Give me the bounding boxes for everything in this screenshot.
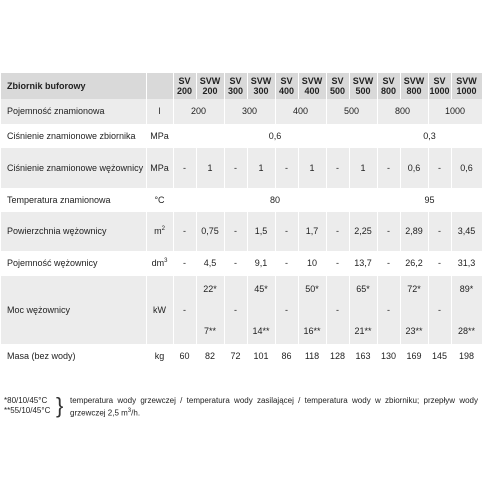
table-cell: -	[275, 148, 298, 188]
power-bottom-value: 28**	[457, 325, 475, 336]
power-bottom-value: 7**	[203, 325, 216, 336]
model-header: SV 300	[224, 73, 247, 99]
table-cell: 118	[298, 344, 326, 369]
table-cell: 145	[428, 344, 451, 369]
table-cell: -	[224, 212, 247, 251]
table-cell: 13,7	[349, 251, 377, 276]
table-cell: 1	[196, 148, 224, 188]
table-cell: -	[377, 148, 400, 188]
table-row	[1, 99, 482, 124]
power-top-value: 45*	[254, 284, 268, 294]
table-cell: 9,1	[247, 251, 275, 276]
table-cell: 2,89	[400, 212, 428, 251]
table-cell: -	[224, 276, 247, 344]
table-cell: 86	[275, 344, 298, 369]
table-row	[1, 148, 482, 188]
table-cell: 72	[224, 344, 247, 369]
footnotes	[4, 394, 482, 430]
table-cell: -	[428, 148, 451, 188]
table-cell: -	[377, 212, 400, 251]
model-header: SV 800	[377, 73, 400, 99]
table-cell: 4,5	[196, 251, 224, 276]
table-cell: -	[377, 251, 400, 276]
model-header: SVW 1000	[451, 73, 482, 99]
table-cell	[451, 276, 482, 344]
table-cell	[196, 276, 224, 344]
power-bottom-value: 16**	[303, 325, 321, 336]
table-cell: 0,6	[173, 124, 377, 148]
table-cell: -	[275, 276, 298, 344]
table-row	[1, 344, 482, 369]
table-cell: 3,45	[451, 212, 482, 251]
table-row	[1, 188, 482, 212]
table-cell: 10	[298, 251, 326, 276]
table-cell: -	[326, 251, 349, 276]
unit-header	[146, 73, 173, 99]
footnote-marker-2: **55/10/45°C	[4, 406, 51, 415]
row-label: Moc wężownicy	[1, 276, 146, 344]
power-bottom-value: 14**	[252, 325, 270, 336]
table-cell: 1,5	[247, 212, 275, 251]
table-cell: 128	[326, 344, 349, 369]
spec-table	[1, 73, 483, 369]
table-cell: 0,6	[400, 148, 428, 188]
table-cell: 198	[451, 344, 482, 369]
model-header: SV 500	[326, 73, 349, 99]
table-cell: 0,6	[451, 148, 482, 188]
table-cell: 1000	[428, 99, 482, 124]
row-unit: l	[146, 99, 173, 124]
model-header: SV 200	[173, 73, 196, 99]
row-unit: $dm^3$	[146, 251, 173, 276]
table-cell: -	[173, 276, 196, 344]
model-header: SVW 300	[247, 73, 275, 99]
table-cell	[400, 276, 428, 344]
row-unit: °C	[146, 188, 173, 212]
table-header-row	[1, 73, 482, 99]
table-cell: 82	[196, 344, 224, 369]
table-cell: -	[428, 251, 451, 276]
row-label: Pojemność znamionowa	[1, 99, 146, 124]
model-header: SVW 500	[349, 73, 377, 99]
table-cell: 1	[247, 148, 275, 188]
table-cell: 31,3	[451, 251, 482, 276]
table-cell: 1,7	[298, 212, 326, 251]
table-row	[1, 212, 482, 251]
table-cell: -	[428, 212, 451, 251]
footnote-markers	[4, 396, 50, 416]
table-cell: -	[224, 148, 247, 188]
table-cell: 101	[247, 344, 275, 369]
table-cell: 800	[377, 99, 428, 124]
table-cell: -	[173, 148, 196, 188]
model-header: SV 1000	[428, 73, 451, 99]
table-cell: 1	[349, 148, 377, 188]
table-cell: 169	[400, 344, 428, 369]
power-bottom-value: 23**	[405, 325, 423, 336]
footnote-marker-1: *80/10/45°C	[4, 396, 48, 405]
table-cell	[349, 276, 377, 344]
model-header: SV 400	[275, 73, 298, 99]
row-unit: kW	[146, 276, 173, 344]
table-cell: 300	[224, 99, 275, 124]
table-cell: 60	[173, 344, 196, 369]
model-header: SVW 400	[298, 73, 326, 99]
power-top-value: 22*	[203, 284, 217, 294]
row-label: Ciśnienie znamionowe zbiornika	[1, 124, 146, 148]
model-header: SVW 200	[196, 73, 224, 99]
row-unit: MPa	[146, 148, 173, 188]
table-cell: -	[326, 276, 349, 344]
row-label: Temperatura znamionowa	[1, 188, 146, 212]
table-cell: -	[173, 251, 196, 276]
table-cell	[298, 276, 326, 344]
power-top-value: 89*	[459, 284, 474, 294]
table-cell: -	[377, 276, 400, 344]
table-cell: 0,3	[377, 124, 482, 148]
table-cell: 163	[349, 344, 377, 369]
row-unit: $m^2$	[146, 212, 173, 251]
table-cell: -	[275, 212, 298, 251]
row-label: Pojemność wężownicy	[1, 251, 146, 276]
table-cell: 500	[326, 99, 377, 124]
row-unit: kg	[146, 344, 173, 369]
table-title: Zbiornik buforowy	[1, 73, 146, 99]
brace-icon: }	[56, 393, 64, 418]
table-cell: -	[275, 251, 298, 276]
table-cell	[247, 276, 275, 344]
power-top-value: 72*	[407, 284, 421, 294]
table-row	[1, 276, 482, 344]
table-cell: 95	[377, 188, 482, 212]
table-cell: 1	[298, 148, 326, 188]
power-top-value: 50*	[305, 284, 319, 294]
table-cell: 400	[275, 99, 326, 124]
table-cell: -	[428, 276, 451, 344]
model-header: SVW 800	[400, 73, 428, 99]
table-row	[1, 124, 482, 148]
table-cell: 200	[173, 99, 224, 124]
table-cell: -	[326, 212, 349, 251]
row-label: Powierzchnia wężownicy	[1, 212, 146, 251]
footnote-text: temperatura wody grzewczej / temperatura wody zasilającej / temperatura wody w zbiorniku; przepływ wody grzewczej 2,5 $m^3/h$.	[70, 396, 478, 418]
table-cell: -	[224, 251, 247, 276]
table-cell: 26,2	[400, 251, 428, 276]
table-cell: -	[326, 148, 349, 188]
table-row	[1, 251, 482, 276]
power-bottom-value: 21**	[354, 325, 372, 336]
table-cell: 0,75	[196, 212, 224, 251]
row-label: Ciśnienie znamionowe wężownicy	[1, 148, 146, 188]
table-cell: 130	[377, 344, 400, 369]
row-unit: MPa	[146, 124, 173, 148]
power-top-value: 65*	[356, 284, 370, 294]
table-cell: -	[173, 212, 196, 251]
table-cell: 2,25	[349, 212, 377, 251]
table-cell: 80	[173, 188, 377, 212]
row-label: Masa (bez wody)	[1, 344, 146, 369]
